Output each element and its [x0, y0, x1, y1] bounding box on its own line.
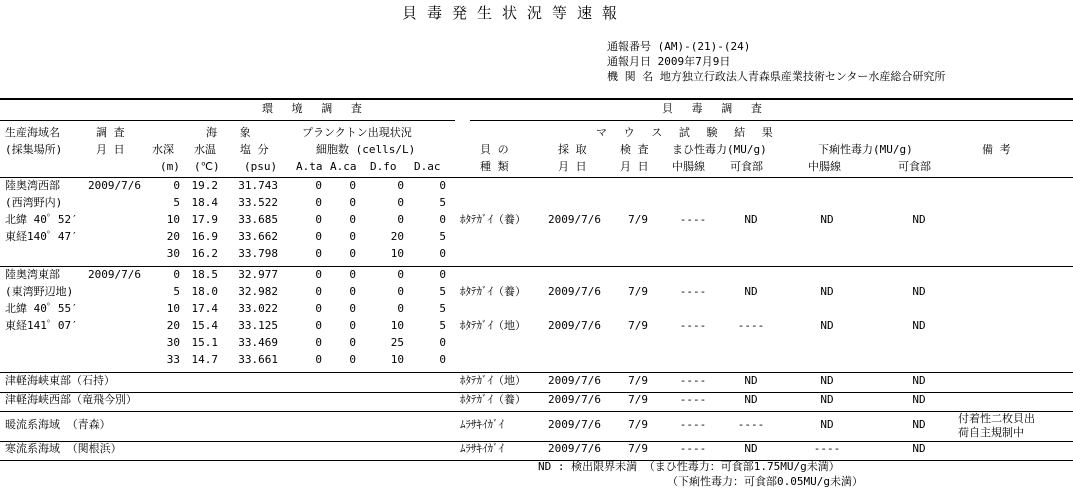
area-name: 津軽海峡東部（石持） [5, 374, 115, 387]
ata-value: 0 [315, 353, 322, 366]
col-remarks: 備 考 [982, 143, 1011, 156]
dac-value: 0 [439, 353, 446, 366]
ata-value: 0 [315, 319, 322, 332]
psp-edible: ND [744, 393, 758, 406]
col-salinity: 塩 分 [240, 143, 269, 156]
psp-midgut: ---- [679, 418, 707, 431]
psp-midgut: ---- [679, 442, 707, 455]
aca-value: 0 [349, 268, 356, 281]
psp-midgut: ---- [679, 374, 707, 387]
depth-value: 0 [173, 179, 180, 192]
col-species: 種 類 [480, 160, 509, 173]
env-header-rule [0, 120, 455, 121]
inspection-date: 7/9 [628, 442, 648, 455]
col-dac: D.ac [414, 160, 441, 173]
col-area-sub: (採集場所) [5, 143, 63, 156]
col-ata: A.ta [296, 160, 323, 173]
report-date-value: 2009年7月9日 [657, 55, 731, 68]
area-name: 北緯 40゜55′ [5, 302, 78, 315]
dfo-value: 0 [397, 268, 404, 281]
row-separator [0, 460, 1073, 461]
salinity-value: 33.661 [238, 353, 278, 366]
col-survey: 調 査 [96, 126, 125, 139]
ata-value: 0 [315, 268, 322, 281]
col-dfo: D.fo [370, 160, 397, 173]
dsp-edible: ND [912, 319, 926, 332]
aca-value: 0 [349, 179, 356, 192]
col-dsp-edible: 可食部 [898, 160, 931, 173]
dsp-midgut: ND [820, 319, 834, 332]
aca-value: 0 [349, 336, 356, 349]
psp-edible: ND [744, 442, 758, 455]
dac-value: 5 [439, 196, 446, 209]
shellfish-species: ﾑﾗｻｷｲｶﾞｲ [460, 442, 504, 455]
water-temp-value: 14.7 [191, 353, 218, 366]
survey-date: 2009/7/6 [88, 179, 141, 192]
dac-value: 5 [439, 319, 446, 332]
aca-value: 0 [349, 196, 356, 209]
aca-value: 0 [349, 213, 356, 226]
col-inspection-date: 月 日 [620, 160, 649, 173]
aca-value: 0 [349, 230, 356, 243]
shellfish-species: ﾎﾀﾃｶﾞｲ（地） [460, 319, 526, 332]
dfo-value: 25 [390, 336, 404, 349]
psp-edible: ---- [737, 418, 765, 431]
group-separator [0, 372, 1073, 373]
water-temp-value: 16.9 [191, 230, 218, 243]
inspection-date: 7/9 [628, 213, 648, 226]
shellfish-species: ﾎﾀﾃｶﾞｲ（養） [460, 285, 526, 298]
depth-value: 0 [173, 268, 180, 281]
dfo-value: 20 [390, 230, 404, 243]
salinity-value: 33.685 [238, 213, 278, 226]
area-name: 北緯 40゜52′ [5, 213, 78, 226]
report-number-value: (AM)-(21)-(24) [657, 40, 751, 53]
water-temp-value: 15.4 [191, 319, 218, 332]
water-temp-value: 18.5 [191, 268, 218, 281]
row-separator [0, 411, 1073, 412]
inspection-date: 7/9 [628, 374, 648, 387]
group-separator [0, 266, 1073, 267]
water-temp-value: 16.2 [191, 247, 218, 260]
dsp-midgut: ND [820, 374, 834, 387]
inspection-date: 7/9 [628, 285, 648, 298]
salinity-value: 32.977 [238, 268, 278, 281]
note-line-1: ND : 検出限界未満 （まひ性毒力：可食部1.75MU/g未満） [538, 460, 840, 473]
ata-value: 0 [315, 247, 322, 260]
dfo-value: 0 [397, 196, 404, 209]
dac-value: 5 [439, 302, 446, 315]
dsp-edible: ND [912, 442, 926, 455]
sampling-date: 2009/7/6 [548, 319, 601, 332]
dfo-value: 0 [397, 213, 404, 226]
salinity-value: 33.125 [238, 319, 278, 332]
psp-midgut: ---- [679, 319, 707, 332]
report-date-label: 通報月日 [607, 55, 651, 68]
ata-value: 0 [315, 213, 322, 226]
area-name: 暖流系海域 （青森） [5, 418, 111, 431]
col-salinity-unit: (psu) [244, 160, 278, 173]
dac-value: 5 [439, 230, 446, 243]
area-name: 東経140゜47′ [5, 230, 78, 243]
salinity-value: 31.743 [238, 179, 278, 192]
water-temp-value: 18.0 [191, 285, 218, 298]
dac-value: 0 [439, 179, 446, 192]
water-temp-value: 15.1 [191, 336, 218, 349]
dsp-edible: ND [912, 285, 926, 298]
col-psp: まひ性毒力(MU/g) [672, 143, 767, 156]
depth-value: 30 [166, 247, 180, 260]
report-org [607, 70, 945, 84]
psp-midgut: ---- [679, 213, 707, 226]
aca-value: 0 [349, 285, 356, 298]
depth-value: 20 [166, 230, 180, 243]
report-org-label: 機 関 名 [607, 70, 654, 83]
water-temp-value: 18.4 [191, 196, 218, 209]
ata-value: 0 [315, 302, 322, 315]
sampling-date: 2009/7/6 [548, 442, 601, 455]
shell-header-rule [470, 120, 1073, 121]
dsp-midgut: ND [820, 213, 834, 226]
area-name: 津軽海峡西部（竜飛今別） [5, 393, 137, 406]
survey-date: 2009/7/6 [88, 268, 141, 281]
psp-edible: ND [744, 285, 758, 298]
dfo-value: 0 [397, 285, 404, 298]
psp-midgut: ---- [679, 393, 707, 406]
dfo-value: 0 [397, 302, 404, 315]
dsp-edible: ND [912, 213, 926, 226]
dfo-value: 10 [390, 353, 404, 366]
col-sampling-date: 月 日 [558, 160, 587, 173]
col-survey-date: 月 日 [96, 143, 125, 156]
col-temp: 水温 [194, 143, 216, 156]
col-aca: A.ca [330, 160, 357, 173]
dsp-edible: ND [912, 374, 926, 387]
col-psp-edible: 可食部 [730, 160, 763, 173]
psp-midgut: ---- [679, 285, 707, 298]
remarks-text: 付着性二枚貝出 [958, 412, 1035, 425]
aca-value: 0 [349, 353, 356, 366]
sampling-date: 2009/7/6 [548, 374, 601, 387]
area-name: 陸奥湾西部 [5, 179, 60, 192]
col-shellfish: 貝 の [480, 143, 509, 156]
ata-value: 0 [315, 230, 322, 243]
col-depth: 水深 [152, 143, 174, 156]
dsp-midgut: ND [820, 418, 834, 431]
ata-value: 0 [315, 196, 322, 209]
shellfish-species: ﾎﾀﾃｶﾞｲ（養） [460, 393, 526, 406]
header-bottom-rule [0, 177, 1073, 178]
salinity-value: 32.982 [238, 285, 278, 298]
dfo-value: 10 [390, 247, 404, 260]
dsp-edible: ND [912, 418, 926, 431]
dfo-value: 0 [397, 179, 404, 192]
shellfish-species: ﾑﾗｻｷｲｶﾞｲ [460, 418, 504, 431]
shellfish-survey-heading: 貝 毒 調 査 [662, 102, 768, 115]
shellfish-species: ﾎﾀﾃｶﾞｲ（地） [460, 374, 526, 387]
aca-value: 0 [349, 302, 356, 315]
col-cells: 細胞数 (cells/L) [316, 143, 416, 156]
ata-value: 0 [315, 179, 322, 192]
depth-value: 10 [166, 213, 180, 226]
col-sea: 海 象 [206, 126, 259, 139]
col-depth-unit: (m) [160, 160, 180, 173]
dsp-midgut: ND [820, 285, 834, 298]
area-name: 陸奥湾東部 [5, 268, 60, 281]
dsp-midgut: ND [820, 393, 834, 406]
depth-value: 10 [166, 302, 180, 315]
col-dsp: 下痢性毒力(MU/g) [818, 143, 913, 156]
aca-value: 0 [349, 247, 356, 260]
dac-value: 5 [439, 285, 446, 298]
dfo-value: 10 [390, 319, 404, 332]
col-psp-midgut: 中腸線 [672, 160, 705, 173]
report-date [607, 55, 730, 69]
salinity-value: 33.662 [238, 230, 278, 243]
salinity-value: 33.469 [238, 336, 278, 349]
col-plankton: プランクトン出現状況 [302, 126, 412, 139]
report-org-value: 地方独立行政法人青森県産業技術センター水産総合研究所 [659, 70, 946, 83]
water-temp-value: 17.4 [191, 302, 218, 315]
sampling-date: 2009/7/6 [548, 418, 601, 431]
depth-value: 5 [173, 285, 180, 298]
sampling-date: 2009/7/6 [548, 393, 601, 406]
ata-value: 0 [315, 285, 322, 298]
note-line-2: （下痢性毒力：可食部0.05MU/g未満） [667, 475, 863, 488]
psp-edible: ND [744, 374, 758, 387]
depth-value: 5 [173, 196, 180, 209]
depth-value: 20 [166, 319, 180, 332]
env-survey-heading: 環 境 調 査 [262, 102, 368, 115]
col-temp-unit: (℃) [194, 160, 220, 173]
sampling-date: 2009/7/6 [548, 285, 601, 298]
dsp-edible: ND [912, 393, 926, 406]
col-dsp-midgut: 中腸線 [808, 160, 841, 173]
depth-value: 33 [166, 353, 180, 366]
ata-value: 0 [315, 336, 322, 349]
col-mouse: マ ウ ス 試 験 結 果 [596, 126, 778, 139]
psp-edible: ND [744, 213, 758, 226]
dac-value: 0 [439, 247, 446, 260]
report-number-label: 通報番号 [607, 40, 651, 53]
salinity-value: 33.522 [238, 196, 278, 209]
area-name: 東経141゜07′ [5, 319, 78, 332]
page-title: 貝毒発生状況等速報 [402, 4, 628, 22]
dac-value: 0 [439, 336, 446, 349]
inspection-date: 7/9 [628, 393, 648, 406]
dac-value: 0 [439, 213, 446, 226]
table-top-rule [0, 98, 1073, 100]
sampling-date: 2009/7/6 [548, 213, 601, 226]
salinity-value: 33.798 [238, 247, 278, 260]
inspection-date: 7/9 [628, 319, 648, 332]
area-name: 寒流系海域 （関根浜） [5, 442, 122, 455]
aca-value: 0 [349, 319, 356, 332]
dsp-midgut: ---- [813, 442, 841, 455]
col-area: 生産海域名 [5, 126, 60, 139]
area-name: (西湾野内) [5, 196, 63, 209]
water-temp-value: 17.9 [191, 213, 218, 226]
remarks-text: 荷自主規制中 [958, 426, 1024, 439]
depth-value: 30 [166, 336, 180, 349]
inspection-date: 7/9 [628, 418, 648, 431]
psp-edible: ---- [737, 319, 765, 332]
area-name: (東湾野辺地) [5, 285, 74, 298]
shellfish-species: ﾎﾀﾃｶﾞｲ（養） [460, 213, 526, 226]
col-inspection: 検 査 [620, 143, 649, 156]
water-temp-value: 19.2 [191, 179, 218, 192]
salinity-value: 33.022 [238, 302, 278, 315]
report-number [607, 40, 750, 54]
dac-value: 0 [439, 268, 446, 281]
col-sampling: 採 取 [558, 143, 587, 156]
